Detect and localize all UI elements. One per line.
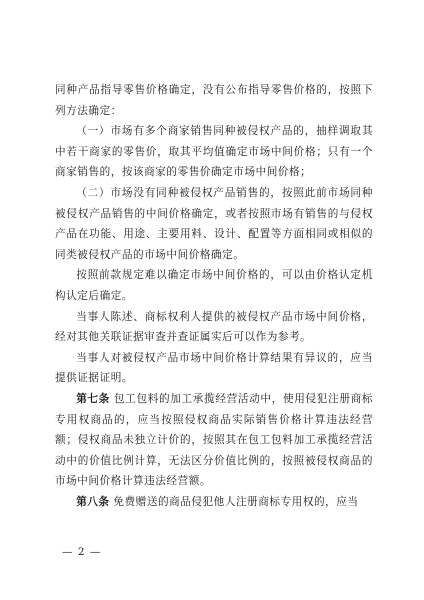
paragraph-1-text: 同种产品指导零售价格确定，没有公布指导零售价格的，按照下列方法确定： (55, 84, 373, 117)
paragraph-5-text: 当事人陈述、商标权利人提供的被侵权产品市场中间价格，经对其他关联证据审查并查证属实后可以作为参考。 (55, 310, 373, 344)
article-8-number: 第八条 (76, 495, 110, 508)
paragraph-2 (55, 121, 373, 183)
article-7 (55, 389, 373, 492)
paragraph-6-text: 当事人对被侵权产品市场中间价格计算结果有异议的，应当提供证据证明。 (55, 351, 373, 385)
paragraph-3 (55, 183, 373, 265)
paragraph-5 (55, 307, 373, 348)
page-number: — 2 — (62, 546, 102, 558)
paragraph-3-text: （二）市场没有同种被侵权产品销售的，按照此前市场同种被侵权产品销售的中间价格确定，或者按照市场有销售的与侵权产品在功能、用途、主要用料、设计、配置等方面相同或相似的同类被侵权产品的市场中间价格确定。 (55, 186, 373, 261)
article-7-number: 第七条 (76, 392, 110, 405)
article-7-text: 包工包料的加工承揽经营活动中，使用侵犯注册商标专用权商品的，应当按照侵权商品实际销售价格计算违法经营额；侵权商品未独立计价的，按照其在包工包料加工承揽经营活动中的价值比例计算，无法区分价值比例的，按照被侵权商品的市场中间价格计算违法经营额。 (55, 392, 373, 488)
body-text (55, 80, 373, 512)
paragraph-4 (55, 265, 373, 306)
article-8 (55, 492, 373, 513)
paragraph-2-text: （一）市场有多个商家销售同种被侵权产品的，抽样调取其中若干商家的零售价，取其平均值确定市场中间价格；只有一个商家销售的，按该商家的零售价确定市场中间价格； (55, 125, 373, 179)
paragraph-4-text: 按照前款规定难以确定市场中间价格的，可以由价格认定机构认定后确定。 (55, 269, 373, 302)
paragraph-6 (55, 348, 373, 389)
article-8-text: 免费赠送的商品侵犯他人注册商标专用权的，应当 (113, 495, 359, 508)
paragraph-1 (55, 80, 373, 121)
